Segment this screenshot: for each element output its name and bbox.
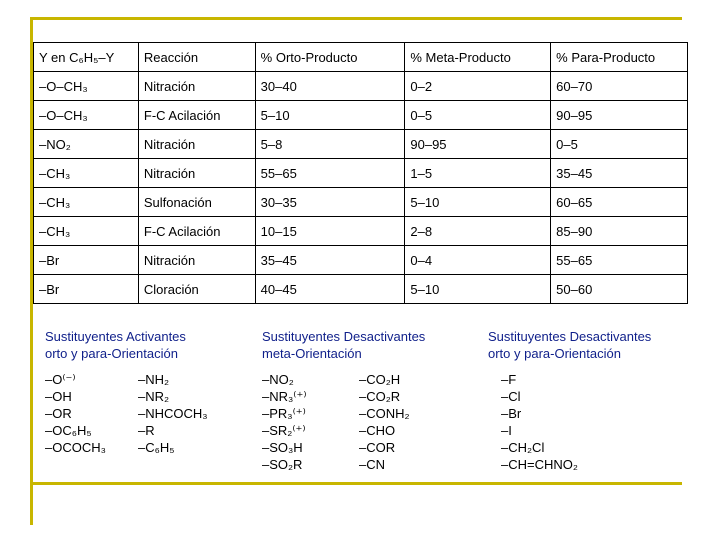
table-header-row xyxy=(34,43,688,72)
list-item: –OC₆H₅ xyxy=(45,423,92,438)
deactivating-meta-title-line2: meta-Orientación xyxy=(262,346,362,361)
list-item: –C₆H₅ xyxy=(138,440,175,455)
header-substituent: Y en C₆H₅–Y xyxy=(34,43,139,72)
table-row xyxy=(34,101,688,130)
list-item: –Br xyxy=(501,406,522,421)
cell-substituent: –CH₃ xyxy=(34,217,139,246)
cell-reaction: Nitración xyxy=(138,159,255,188)
list-item: –OCOCH₃ xyxy=(45,440,106,455)
deactivating-meta-list-right xyxy=(359,371,410,473)
list-item: –I xyxy=(501,423,512,438)
table-row xyxy=(34,188,688,217)
cell-reaction: Nitración xyxy=(138,246,255,275)
deactivating-op-title xyxy=(488,328,651,362)
list-item: –R xyxy=(138,423,155,438)
header-para: % Para-Producto xyxy=(551,43,688,72)
list-item: –CO₂H xyxy=(359,372,401,387)
activating-list-left xyxy=(45,371,106,456)
cell-substituent: –CH₃ xyxy=(34,188,139,217)
cell-reaction: F-C Acilación xyxy=(138,217,255,246)
cell-ortho: 10–15 xyxy=(255,217,405,246)
list-item: –NR₂ xyxy=(138,389,170,404)
table-row xyxy=(34,246,688,275)
deactivating-op-title-line1: Sustituyentes Desactivantes xyxy=(488,329,652,344)
cell-reaction: Sulfonación xyxy=(138,188,255,217)
cell-para: 90–95 xyxy=(551,101,688,130)
deactivating-meta-title-line1: Sustituyentes Desactivantes xyxy=(262,329,426,344)
cell-reaction: F-C Acilación xyxy=(138,101,255,130)
slide-frame-top-border xyxy=(30,17,682,20)
table-row xyxy=(34,130,688,159)
header-reaction: Reacción xyxy=(138,43,255,72)
list-item: –NO₂ xyxy=(262,372,294,387)
cell-meta: 0–4 xyxy=(405,246,551,275)
list-item: –CO₂R xyxy=(359,389,401,404)
cell-meta: 90–95 xyxy=(405,130,551,159)
table-row xyxy=(34,159,688,188)
list-item: –NR₃⁽⁺⁾ xyxy=(262,389,307,404)
list-item: –COR xyxy=(359,440,396,455)
list-item: –NHCOCH₃ xyxy=(138,406,208,421)
cell-para: 60–70 xyxy=(551,72,688,101)
slide-frame-bottom-border xyxy=(30,482,682,485)
cell-meta: 0–2 xyxy=(405,72,551,101)
cell-para: 35–45 xyxy=(551,159,688,188)
cell-meta: 0–5 xyxy=(405,101,551,130)
cell-ortho: 30–40 xyxy=(255,72,405,101)
cell-substituent: –NO₂ xyxy=(34,130,139,159)
activating-title-line1: Sustituyentes Activantes xyxy=(45,329,186,344)
cell-para: 0–5 xyxy=(551,130,688,159)
activating-title xyxy=(45,328,186,362)
cell-ortho: 55–65 xyxy=(255,159,405,188)
cell-meta: 5–10 xyxy=(405,275,551,304)
list-item: –PR₃⁽⁺⁾ xyxy=(262,406,306,421)
list-item: –SO₂R xyxy=(262,457,303,472)
list-item: –CHO xyxy=(359,423,396,438)
header-meta: % Meta-Producto xyxy=(405,43,551,72)
list-item: –SR₂⁽⁺⁾ xyxy=(262,423,306,438)
deactivating-op-title-line2: orto y para-Orientación xyxy=(488,346,621,361)
cell-meta: 5–10 xyxy=(405,188,551,217)
list-item: –OH xyxy=(45,389,72,404)
list-item: –O⁽⁻⁾ xyxy=(45,372,76,387)
list-item: –CN xyxy=(359,457,386,472)
list-item: –CH=CHNO₂ xyxy=(501,457,578,472)
cell-substituent: –CH₃ xyxy=(34,159,139,188)
list-item: –CONH₂ xyxy=(359,406,410,421)
deactivating-meta-list-left xyxy=(262,371,307,473)
cell-para: 55–65 xyxy=(551,246,688,275)
header-ortho: % Orto-Producto xyxy=(255,43,405,72)
deactivating-op-list xyxy=(501,371,578,473)
cell-para: 60–65 xyxy=(551,188,688,217)
cell-ortho: 5–8 xyxy=(255,130,405,159)
activating-list-right xyxy=(138,371,208,456)
list-item: –NH₂ xyxy=(138,372,170,387)
cell-ortho: 30–35 xyxy=(255,188,405,217)
cell-substituent: –Br xyxy=(34,275,139,304)
cell-substituent: –O–CH₃ xyxy=(34,101,139,130)
table-row xyxy=(34,275,688,304)
cell-ortho: 5–10 xyxy=(255,101,405,130)
list-item: –F xyxy=(501,372,517,387)
cell-meta: 1–5 xyxy=(405,159,551,188)
cell-substituent: –O–CH₃ xyxy=(34,72,139,101)
list-item: –OR xyxy=(45,406,72,421)
table-row xyxy=(34,72,688,101)
list-item: –CH₂Cl xyxy=(501,440,545,455)
reaction-table xyxy=(33,42,688,304)
deactivating-meta-title xyxy=(262,328,425,362)
list-item: –Cl xyxy=(501,389,521,404)
table-row xyxy=(34,217,688,246)
cell-reaction: Cloración xyxy=(138,275,255,304)
activating-title-line2: orto y para-Orientación xyxy=(45,346,178,361)
cell-reaction: Nitración xyxy=(138,130,255,159)
cell-para: 50–60 xyxy=(551,275,688,304)
cell-substituent: –Br xyxy=(34,246,139,275)
cell-meta: 2–8 xyxy=(405,217,551,246)
cell-reaction: Nitración xyxy=(138,72,255,101)
cell-ortho: 40–45 xyxy=(255,275,405,304)
cell-ortho: 35–45 xyxy=(255,246,405,275)
list-item: –SO₃H xyxy=(262,440,303,455)
cell-para: 85–90 xyxy=(551,217,688,246)
